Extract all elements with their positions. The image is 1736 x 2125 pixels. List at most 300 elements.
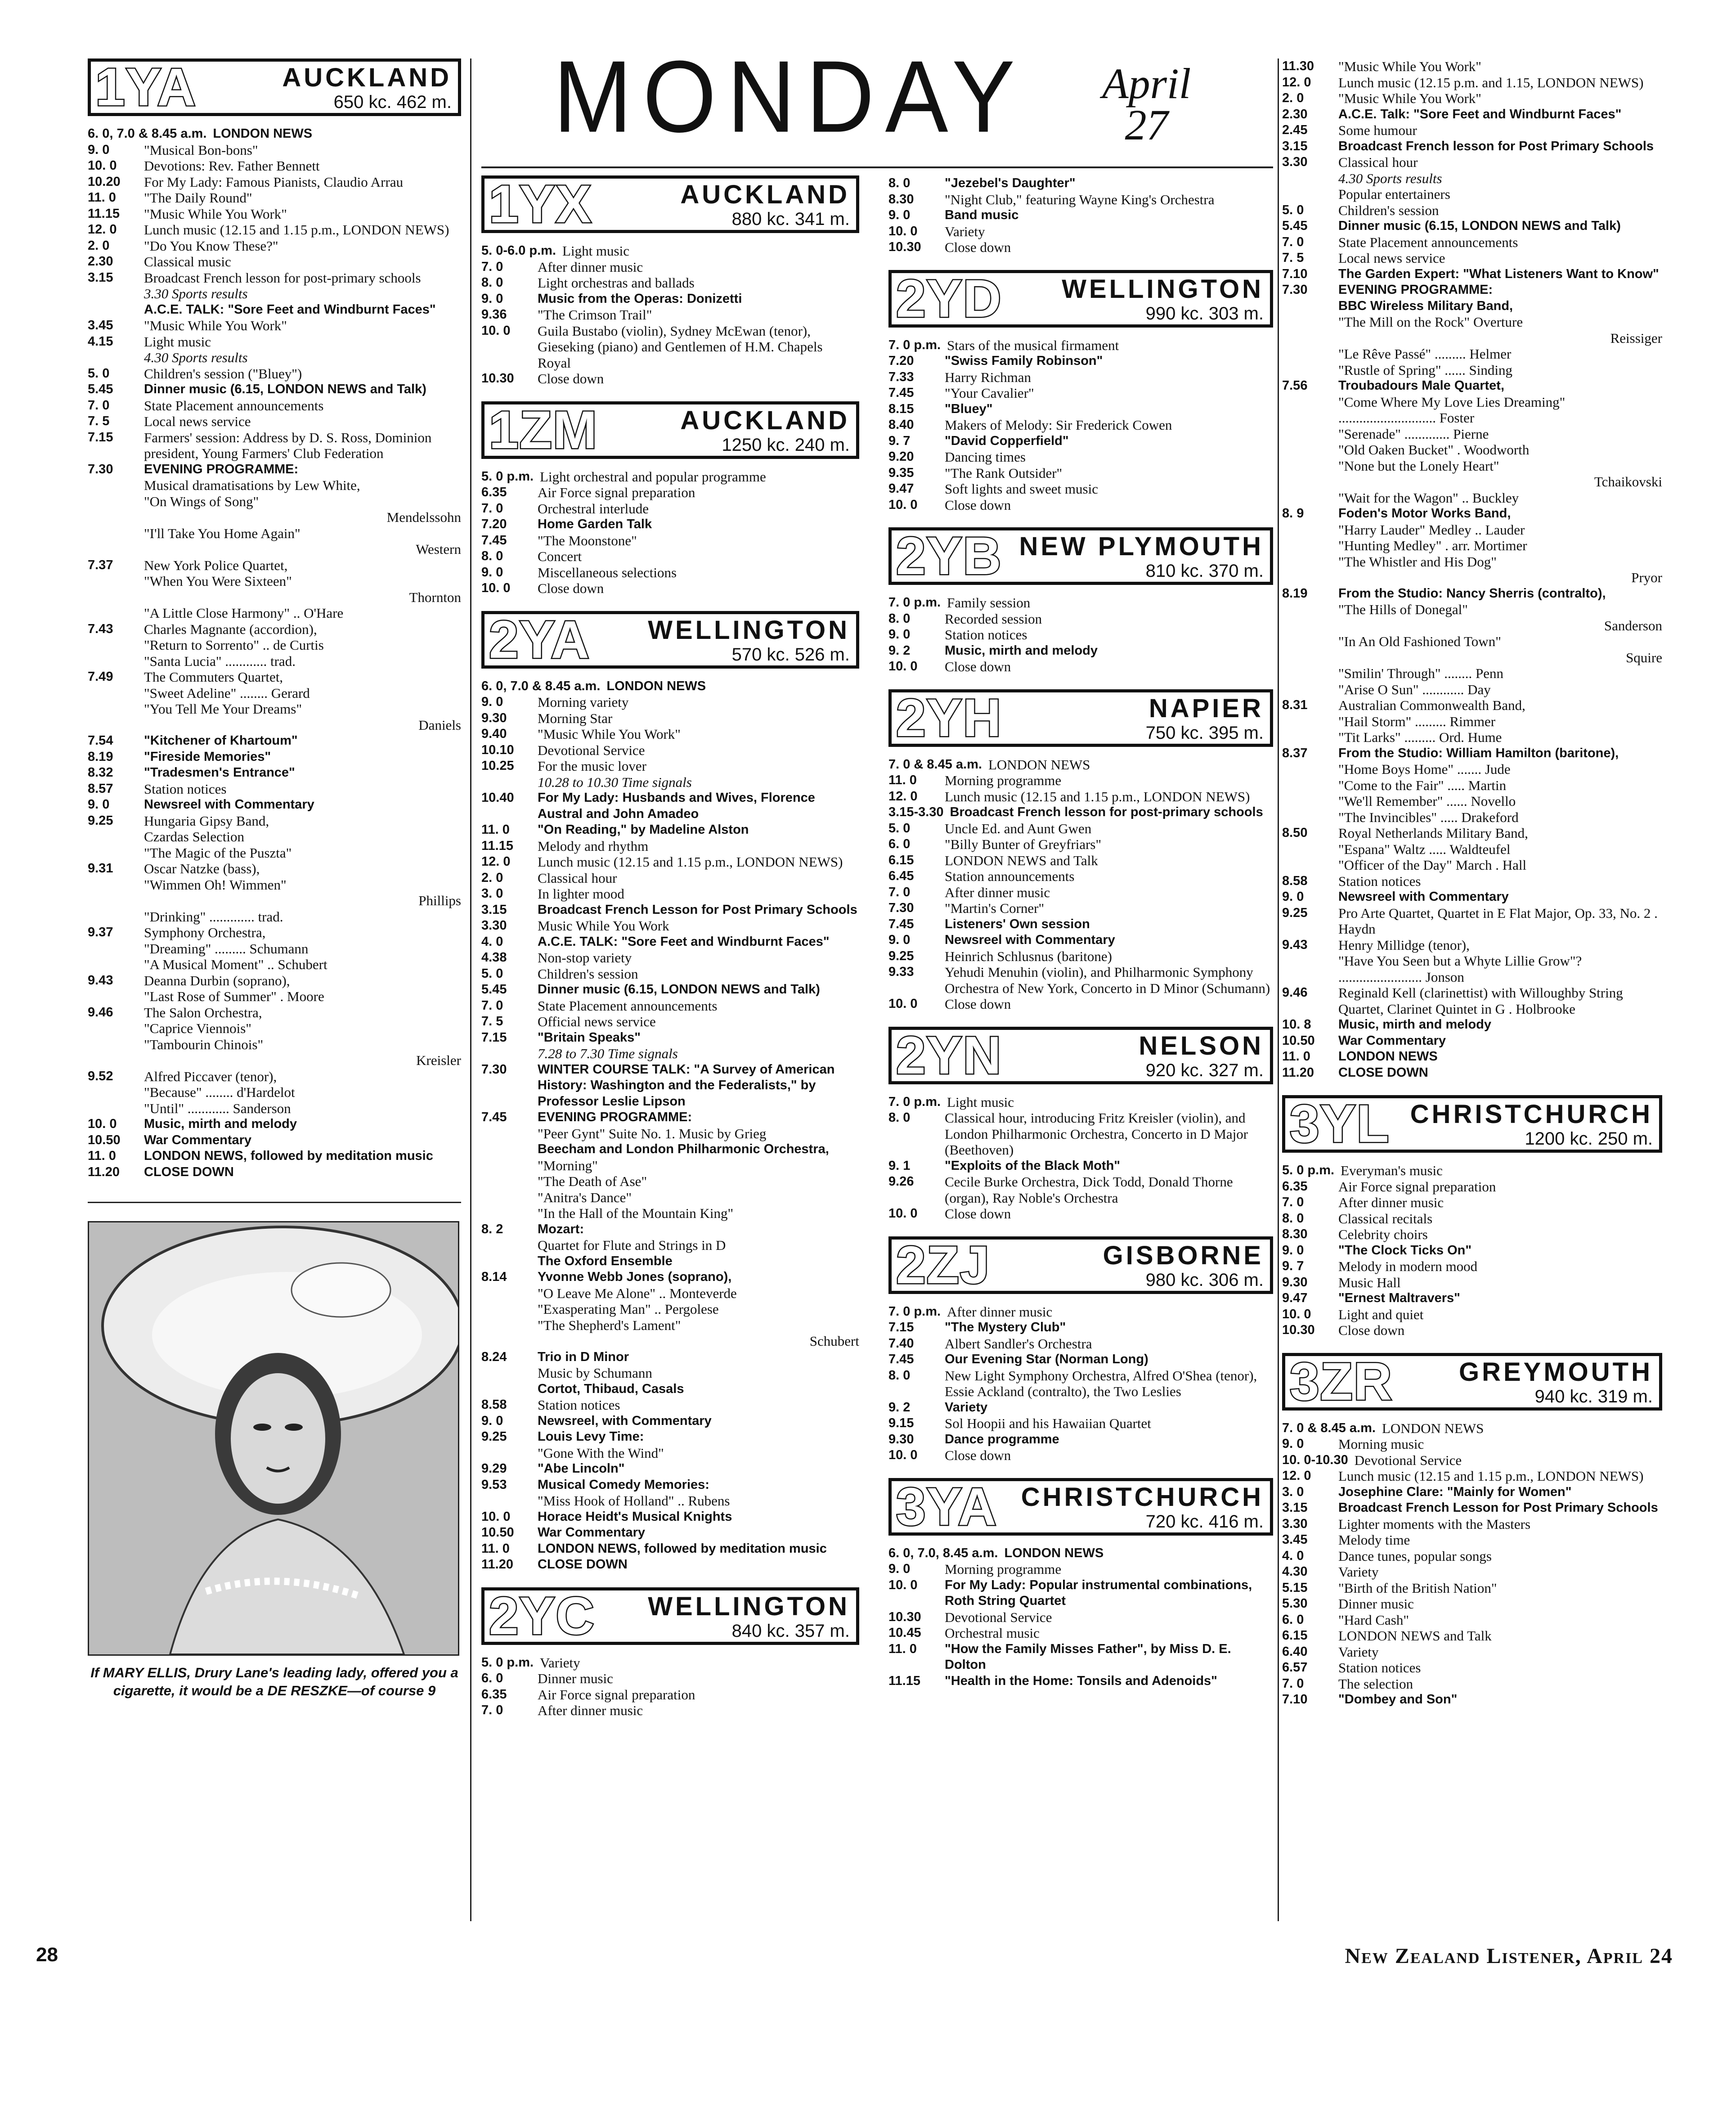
programme-item [481, 838, 859, 854]
programme-time: 9.25 [888, 948, 914, 963]
programme-item [888, 207, 1273, 224]
programme-title: "When You Were Sixteen" [144, 573, 292, 589]
programme-time: 7. 0 [481, 501, 503, 516]
programme-title: Henry Millidge (tenor), [1338, 937, 1470, 953]
programme-time: 10.50 [1282, 1033, 1315, 1048]
programme-time [1282, 426, 1338, 442]
programme-title: Dinner music [538, 1671, 613, 1686]
programme-item [88, 494, 461, 510]
programme-item [481, 982, 859, 998]
programme-item [88, 1148, 461, 1164]
programme-time [1282, 809, 1338, 826]
programme-title: Music, mirth and melody [144, 1117, 297, 1131]
station-frequency: 940 kc. 319 m. [1534, 1386, 1653, 1406]
programme-time: 9. 0 [1282, 1437, 1304, 1451]
programme-title: Morning programme [945, 1561, 1062, 1577]
programme-item [481, 1062, 859, 1110]
programme-time: 10. 0 [481, 1509, 511, 1524]
programme-item [481, 966, 859, 982]
programme-item [88, 334, 461, 350]
programme-title: "The Hills of Donegal" [1338, 602, 1468, 617]
programme-time [1282, 793, 1338, 809]
programme-item [88, 286, 461, 302]
programme-item [481, 1365, 859, 1381]
programme-time: 7. 0 [481, 998, 503, 1013]
programme-item [88, 1005, 461, 1021]
programme-title: Tchaikovski [1594, 474, 1662, 490]
programme-title: "Sweet Adeline" ........ Gerard [144, 685, 310, 701]
programme-item [88, 413, 461, 430]
programme-item [88, 701, 461, 717]
programme-time: 10.10 [481, 742, 514, 757]
programme-time: 8.58 [481, 1397, 507, 1412]
programme-time: 6.57 [1282, 1660, 1308, 1675]
programme-title: "Kitchener of Khartoum" [144, 733, 298, 748]
programme-time: 3.45 [88, 318, 113, 332]
programme-time [481, 1253, 538, 1270]
programme-title: Melody time [1338, 1532, 1410, 1548]
programme-title: In lighter mood [538, 886, 624, 902]
programme-title: Lighter moments with the Masters [1338, 1516, 1531, 1532]
programme-time [1282, 841, 1338, 858]
programme-title: Soft lights and sweet music [945, 481, 1098, 497]
programme-title: "O Leave Me Alone" .. Monteverde [538, 1285, 737, 1301]
programme-title: Light music [947, 1094, 1014, 1110]
programme-time: 9. 0 [1282, 890, 1304, 904]
programme-item [481, 678, 859, 695]
programme-time: 7. 5 [1282, 251, 1304, 265]
programme-time: 9.30 [1282, 1275, 1308, 1289]
programme-title: Our Evening Star (Norman Long) [945, 1352, 1148, 1366]
programme-item [88, 318, 461, 334]
programme-time [88, 589, 144, 606]
programme-time: 3.15 [481, 902, 507, 917]
programme-time: 3. 0 [481, 886, 503, 901]
station-header [88, 58, 461, 116]
station-1zm [481, 401, 859, 611]
station-city: GISBORNE [1103, 1240, 1264, 1270]
programme-time [1282, 554, 1338, 570]
programme-item [1282, 139, 1662, 155]
station-callsign: 2YC [489, 1586, 595, 1646]
programme-title: Close down [538, 580, 604, 596]
programme-title: Variety [540, 1654, 580, 1671]
programme-title: LONDON NEWS [1382, 1420, 1484, 1436]
programme-item [1282, 857, 1662, 873]
programme-item [888, 497, 1273, 513]
station-header [888, 689, 1273, 747]
programme-title: Devotional Service [538, 742, 645, 758]
programme-time: 9.47 [1282, 1291, 1308, 1305]
programme-time: 9.36 [481, 307, 507, 322]
programme-title: "Santa Lucia" ............ trad. [144, 653, 296, 669]
programme-item [88, 222, 461, 238]
programme-title: "Hard Cash" [1338, 1612, 1409, 1628]
programme-title: "A Musical Moment" .. Schubert [144, 957, 327, 972]
programme-time: 3.45 [1282, 1532, 1308, 1547]
programme-title: Yehudi Menuhin (violin), and Philharmonic Symphony Orchestra of New York, Concerto in D Minor (Schumann) [945, 964, 1270, 996]
programme-item [1282, 426, 1662, 442]
programme-time: 11.30 [1282, 59, 1314, 73]
programme-item [888, 804, 1273, 821]
programme-title: The Garden Expert: "What Listeners Want to Know" [1338, 266, 1659, 281]
programme-title: "Britain Speaks" [538, 1030, 641, 1045]
programme-item [88, 238, 461, 254]
programme-item [888, 224, 1273, 240]
programme-title: Phillips [418, 893, 461, 908]
programme-title: Cecile Burke Orchestra, Dick Todd, Donald Thorne (organ), Ray Noble's Orchestra [945, 1174, 1233, 1206]
programme-item [1282, 602, 1662, 618]
station-frequency: 880 kc. 341 m. [731, 209, 850, 229]
programme-time: 7. 0 [888, 885, 911, 899]
programme-title: "A Little Close Harmony" .. O'Hare [144, 605, 344, 621]
programme-title: Close down [945, 659, 1011, 674]
programme-title: EVENING PROGRAMME: [538, 1110, 692, 1124]
station-3zr [1282, 1353, 1662, 1722]
advert-photo [88, 1221, 459, 1656]
programme-time: 10. 0 [481, 581, 511, 595]
programme-time: 7. 0 & 8.45 a.m. [1282, 1420, 1376, 1435]
programme-title: Beecham and London Philharmonic Orchestra, [538, 1142, 829, 1156]
programme-item [1282, 1195, 1662, 1211]
programme-title: Station notices [538, 1397, 620, 1413]
programme-time: 3.15 [1282, 1501, 1308, 1515]
programme-title: "Officer of the Day" March . Hall [1338, 857, 1527, 873]
programme-item [1282, 154, 1662, 171]
programme-title: Broadcast French lesson for Post Primary Schools [1338, 139, 1654, 153]
programme-time: 9.31 [88, 861, 113, 876]
programme-time [88, 350, 144, 366]
programme-title: Cortot, Thibaud, Casals [538, 1381, 684, 1396]
station-frequency: 990 kc. 303 m. [1145, 303, 1264, 323]
programme-time [88, 494, 144, 510]
programme-item [481, 1301, 859, 1317]
programme-time: 7.56 [1282, 378, 1308, 393]
programme-item [1282, 1420, 1662, 1437]
programme-item [1282, 442, 1662, 458]
programme-item [1282, 1290, 1662, 1307]
programme-title: BBC Wireless Military Band, [1338, 298, 1513, 313]
programme-title: Czardas Selection [144, 829, 244, 845]
programme-title: Guila Bustabo (violin), Sydney McEwan (tenor), Gieseking (piano) and Gentlemen of H.M. Chapels Royal [538, 323, 823, 371]
programme-item [1282, 1628, 1662, 1644]
programme-item [888, 1320, 1273, 1336]
column-middle-right [888, 175, 1273, 1703]
programme-item [88, 637, 461, 653]
station-header [1282, 1095, 1662, 1153]
programme-time: 9.25 [1282, 905, 1308, 920]
programme-item [888, 1447, 1273, 1464]
programme-item [481, 565, 859, 581]
programme-title: "Bluey" [945, 401, 993, 416]
programme-item [1282, 298, 1662, 314]
programme-item [1282, 1612, 1662, 1628]
programme-time: 5.15 [1282, 1580, 1308, 1595]
programme-title: Sanderson [1604, 617, 1662, 633]
programme-time: 2.45 [1282, 123, 1308, 137]
programme-title: Harry Richman [945, 369, 1031, 385]
programme-time [1282, 458, 1338, 474]
programme-item [481, 1397, 859, 1413]
station-frequency: 810 kc. 370 m. [1145, 561, 1264, 581]
programme-title: Music While You Work [538, 918, 669, 934]
programme-time: 7. 0 [1282, 1676, 1304, 1691]
programme-time: 9. 0 [88, 142, 110, 157]
programme-item [888, 1673, 1273, 1689]
programme-title: "Tambourin Chinois" [144, 1036, 264, 1052]
station-header [481, 175, 859, 233]
programme-title: Close down [945, 497, 1011, 513]
station-frequency: 1200 kc. 250 m. [1525, 1129, 1653, 1149]
station-callsign: 2YD [896, 269, 1002, 328]
programme-title: Broadcast French lesson for post-primary schools [144, 270, 421, 286]
programme-item [888, 789, 1273, 805]
programme-title: "Your Cavalier" [945, 385, 1034, 401]
programme-item [888, 595, 1273, 611]
programme-time: 3.15 [88, 270, 113, 285]
programme-title: LONDON NEWS and Talk [1338, 1628, 1492, 1644]
programme-item [1282, 889, 1662, 905]
programme-title: WINTER COURSE TALK: "A Survey of American History: Washington and the Federalists," by Professor Leslie Lipson [538, 1062, 835, 1109]
programme-title: Close down [945, 1206, 1011, 1222]
programme-title: "David Copperfield" [945, 433, 1069, 448]
programme-time: 3.15-3.30 [888, 805, 944, 819]
station-callsign: 2YH [896, 688, 1002, 748]
station-callsign: 2ZJ [896, 1235, 991, 1295]
programme-title: "In An Old Fashioned Town" [1338, 633, 1501, 649]
programme-item [888, 1110, 1273, 1158]
programme-title: "The Mystery Club" [945, 1320, 1066, 1334]
programme-title: "Peer Gynt" Suite No. 1. Music by Grieg [538, 1125, 767, 1141]
programme-item [1282, 682, 1662, 698]
programme-title: "Abe Lincoln" [538, 1461, 625, 1476]
programme-item [888, 353, 1273, 369]
programme-time: 10. 0-10.30 [1282, 1452, 1348, 1467]
programme-item [481, 1253, 859, 1270]
programme-time: 6.40 [1282, 1644, 1308, 1659]
programme-title: Light and quiet [1338, 1306, 1424, 1322]
programme-item [88, 350, 461, 366]
programme-item [88, 893, 461, 909]
programme-time [88, 1052, 144, 1069]
programme-item [481, 934, 859, 950]
station-3ya [888, 1478, 1273, 1704]
programme-time: 8.15 [888, 401, 914, 416]
programme-time: 10.40 [481, 791, 514, 805]
programme-time: 3.30 [1282, 1516, 1308, 1531]
station-city: WELLINGTON [648, 615, 850, 645]
programme-title: Everyman's music [1341, 1163, 1443, 1178]
programme-item [481, 1190, 859, 1206]
programme-time: 7.10 [1282, 266, 1308, 281]
programme-item [1282, 362, 1662, 378]
programme-title: Classical hour, introducing Fritz Kreisler (violin), and London Philharmonic Orchestra, Concerto in D Major (Beethoven) [945, 1110, 1248, 1158]
programme-item [1282, 378, 1662, 394]
programme-time: 8.19 [1282, 586, 1308, 601]
programme-title: "Rustle of Spring" ...... Sinding [1338, 362, 1513, 378]
programme-item [1282, 1065, 1662, 1081]
programme-title: Devotions: Rev. Father Bennett [144, 158, 320, 174]
programme-time: 9.25 [88, 813, 113, 828]
programme-title: Oscar Natzke (bass), [144, 861, 260, 876]
programme-time: 5.30 [1282, 1596, 1308, 1611]
station-2yn [888, 1027, 1273, 1236]
programme-title: "The Moonstone" [538, 532, 637, 548]
programme-item [88, 829, 461, 845]
programme-item [1282, 697, 1662, 714]
programme-item [481, 1349, 859, 1366]
programme-item [888, 868, 1273, 885]
programme-item [1282, 330, 1662, 346]
programme-item [88, 254, 461, 270]
programme-title: "Come Where My Love Lies Dreaming" ............................ Foster [1338, 394, 1566, 426]
station-callsign: 2YA [489, 610, 590, 669]
programme-time: 8.37 [1282, 746, 1308, 760]
programme-item [88, 382, 461, 398]
programme-title: "Because" ........ d'Hardelot [144, 1084, 295, 1100]
programme-item [481, 1687, 859, 1703]
programme-item [88, 1069, 461, 1085]
programme-item [888, 385, 1273, 401]
programme-title: Lunch music (12.15 and 1.15 p.m., LONDON NEWS) [1338, 1468, 1644, 1484]
programme-time: 7. 0 [88, 398, 110, 413]
programme-title: Farmers' session: Address by D. S. Ross, Dominion president, Young Farmers' Club Federation [144, 429, 432, 461]
programme-title: "On Wings of Song" [144, 493, 259, 509]
programme-time: 8. 0 [888, 611, 911, 626]
programme-item [481, 998, 859, 1014]
programme-item [88, 717, 461, 733]
woman-portrait-image [89, 1222, 458, 1654]
programme-time: 4. 0 [481, 934, 503, 949]
advert-caption: If MARY ELLIS, Drury Lane's leading lady, offered you a cigarette, it would be a DE RESZKE—of course 9 [90, 1665, 458, 1698]
programme-item [888, 885, 1273, 901]
programme-time: 11.20 [1282, 1065, 1314, 1080]
programme-item [888, 1206, 1273, 1222]
station-city: WELLINGTON [1062, 274, 1264, 304]
programme-title: Broadcast French lesson for post-primary schools [950, 805, 1263, 819]
programme-time: 10.30 [888, 1609, 921, 1624]
programme-time: 7.45 [888, 1352, 914, 1366]
programme-title: Morning Star [538, 710, 613, 726]
station-callsign: 2YB [896, 526, 1002, 586]
programme-time [1282, 442, 1338, 458]
programme-time [88, 541, 144, 557]
programme-item [888, 948, 1273, 965]
programme-title: Louis Levy Time: [538, 1429, 644, 1444]
programme-title: Celebrity choirs [1338, 1226, 1428, 1242]
programme-time [481, 1205, 538, 1222]
programme-time: 3.30 [1282, 155, 1308, 169]
station-header [481, 611, 859, 669]
programme-time: 11.20 [481, 1557, 513, 1572]
programme-time: 5. 0 [88, 366, 110, 381]
programme-time: 8. 0 [481, 549, 503, 563]
programme-title: Band music [945, 208, 1019, 222]
programme-time: 5. 0 [1282, 202, 1304, 217]
programme-time: 10.20 [88, 174, 121, 189]
programme-item [88, 398, 461, 414]
programme-item [888, 611, 1273, 627]
programme-title: Western [416, 541, 461, 557]
programme-time: 10. 0 [88, 158, 117, 173]
programme-item [1282, 873, 1662, 890]
programme-time: 7.45 [888, 916, 914, 931]
programme-title: Reissiger [1610, 330, 1662, 346]
programme-title: "Music While You Work" [1338, 58, 1481, 74]
station-header [888, 1027, 1273, 1084]
programme-item [481, 1477, 859, 1493]
programme-title: "The Rank Outsider" [945, 465, 1063, 481]
programme-list [888, 1094, 1273, 1222]
programme-title: After dinner music [538, 1703, 643, 1718]
programme-time [88, 286, 144, 302]
programme-item [1282, 218, 1662, 234]
programme-time: 7.20 [888, 354, 914, 368]
programme-time [481, 1173, 538, 1190]
programme-time: 11. 0 [88, 190, 116, 205]
column-right [1282, 58, 1662, 1722]
station-2ya [481, 611, 859, 1587]
programme-title: 4.30 Sports results [144, 350, 248, 365]
programme-title: Close down [945, 996, 1011, 1012]
programme-item [481, 950, 859, 966]
programme-title: Pryor [1631, 570, 1662, 585]
programme-time: 7.30 [888, 901, 914, 915]
programme-title: Popular entertainers [1338, 186, 1450, 202]
programme-item [481, 469, 859, 485]
programme-title: "Wait for the Wagon" .. Buckley [1338, 490, 1519, 506]
programme-title: Musical dramatisations by Lew White, [144, 477, 360, 493]
station-frequency: 750 kc. 395 m. [1145, 723, 1264, 743]
programme-time: 9.46 [88, 1005, 113, 1020]
programme-time [88, 988, 144, 1005]
programme-time: 7.43 [88, 621, 113, 636]
programme-item [481, 1655, 859, 1671]
programme-time [88, 829, 144, 845]
programme-title: "The Magic of the Puszta" [144, 845, 292, 861]
programme-title: Air Force signal preparation [538, 1686, 695, 1703]
programme-item [481, 854, 859, 870]
programme-time: 10.25 [481, 759, 514, 773]
programme-item [88, 526, 461, 542]
programme-title: Heinrich Schlusnus (baritone) [945, 948, 1112, 964]
programme-item [1282, 1644, 1662, 1660]
programme-title: Thornton [409, 589, 461, 605]
programme-title: A.C.E. Talk: "Sore Feet and Windburnt Faces" [1338, 107, 1622, 121]
programme-title: The Oxford Ensemble [538, 1253, 673, 1268]
programme-item [88, 797, 461, 813]
programme-time: 2.30 [1282, 107, 1308, 121]
station-frequency: 840 kc. 357 m. [731, 1621, 850, 1641]
programme-item [481, 501, 859, 517]
programme-title: Musical Comedy Memories: [538, 1477, 709, 1492]
programme-title: "Return to Sorrento" .. de Curtis [144, 637, 324, 653]
programme-time: 7.30 [88, 462, 113, 476]
programme-item [481, 1158, 859, 1174]
programme-title: The Salon Orchestra, [144, 1004, 262, 1020]
programme-title: For My Lady: Husbands and Wives, Florence Austral and John Amadeo [538, 791, 815, 821]
programme-item [888, 1352, 1273, 1368]
programme-item [481, 1237, 859, 1253]
programme-item [481, 1333, 859, 1349]
programme-time: 12. 0 [88, 222, 117, 237]
programme-item [888, 1304, 1273, 1320]
programme-title: 7.28 to 7.30 Time signals [538, 1046, 678, 1061]
programme-item [88, 877, 461, 893]
station-frequency: 920 kc. 327 m. [1145, 1060, 1264, 1080]
programme-time: 10. 0 [888, 1206, 918, 1221]
programme-item [481, 243, 859, 259]
